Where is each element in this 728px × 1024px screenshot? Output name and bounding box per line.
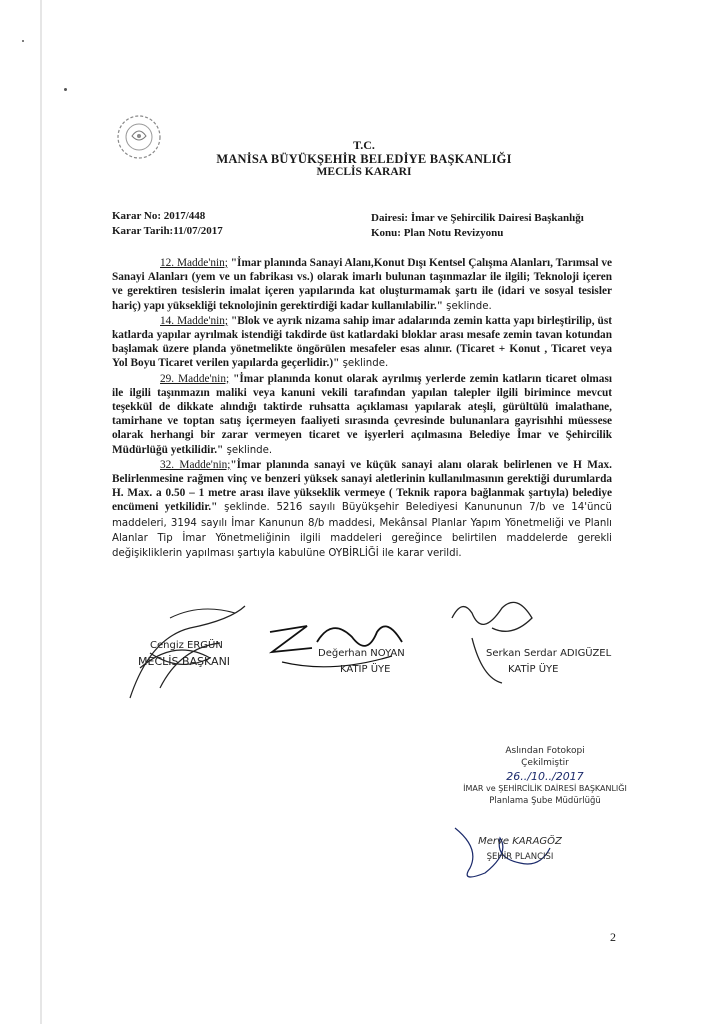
subject: Konu: Plan Notu Revizyonu: [371, 227, 504, 239]
stamp-signatory-name: Merve KARAGÖZ: [478, 836, 562, 847]
article-suffix: şeklinde.: [442, 300, 492, 312]
article-text: "İmar planında konut olarak ayrılmış yerlerde zemin katların ticaret olması ile ilgili taşınmazın maliki veya kanuni vekili tarafından yapılan talepler ilgili birimince mevcut teşekkül de dikkate alındığı taktirde ruhsatta açıklaması yapılarak ateşli, gürültülü imalathane, tamirhane ve toptan satış içermeyen faaliyeti sırasında çevresinde bulunanlara gayrisıhhi müessese olarak herhangi bir zarar vermeyen ticaret ve işyerleri açılmasına Belediye İmar ve Şehircilik Müdürlüğü yetkilidir.": [112, 372, 612, 456]
signatory-name-clerk-2: Serkan Serdar ADIGÜZEL: [486, 648, 612, 659]
signatory-title-clerk-1: KATİP ÜYE: [340, 664, 391, 675]
article-text: "Blok ve ayrık nizama sahip imar adalarında zemin katta yapı birleştirilip, üst katlarda yapılar ayrılmak istendiği takdirde üst katlardaki bloklar arası mesafe zemin tavan kotundan başlamak üzere planda yönetmelikte öngörülen mesafeler esas alınır. (Ticaret + Konut , Ticaret veya Yol Boyu Ticaret verilen yapılarda geçerlidir.)": [112, 314, 612, 370]
stamp-unit: Planlama Şube Müdürlüğü: [489, 796, 601, 806]
scan-speck: [64, 88, 67, 91]
paragraph-article-14: [112, 314, 612, 372]
article-label: 29. Madde'nin;: [160, 372, 230, 385]
article-label: 32. Madde'nin;: [160, 458, 231, 471]
stamp-department: İMAR ve ŞEHİRCİLİK DAİRESİ BAŞKANLIĞI: [463, 784, 627, 793]
signatory-title-clerk-2: KATİP ÜYE: [508, 664, 559, 675]
header-municipality: MANİSA BÜYÜKŞEHİR BELEDİYE BAŞKANLIĞI: [216, 152, 512, 166]
paragraph-article-12: [112, 256, 612, 314]
signature-scribble-chairman: [120, 598, 260, 708]
signatory-title-chairman: MECLİS BAŞKANI: [138, 655, 231, 668]
header-decision: MECLİS KARARI: [316, 166, 412, 178]
signatory-name-chairman: Cengiz ERGÜN: [150, 640, 223, 651]
paragraph-article-29: [112, 372, 612, 458]
article-label: 14. Madde'nin;: [160, 314, 229, 327]
article-text: "İmar planında sanayi ve küçük sanayi alanı olarak belirlenen ve H Max. Belirlenmesine rağmen vinç ve benzeri yüksek sanayi aletlerinin kullanılmasının gerektiği durumlarda H. Max. a 0.50 – 1 metre arası ilave yükseklik vermeye ( Teknik rapora bağlanmak şartıyla) belediye encümeni yetkilidir.": [112, 458, 612, 514]
scan-speck: [22, 40, 24, 42]
decision-date: Karar Tarih:11/07/2017: [112, 225, 223, 237]
article-label: 12. Madde'nin;: [160, 257, 228, 269]
decision-body: [112, 256, 612, 561]
article-text: "İmar planında Sanayi Alanı,Konut Dışı Kentsel Çalışma Alanları, Tarımsal ve Sanayi Alanları (yem ve un fabrikası vs.) olarak imarlı bulunan taşınmazlar ile ilgili; Teknoloji içeren ve gerektiren tesislerin imalat içeren yapılarında kat oluşturmamak şartı ile (idari ve sosyal tesisler hariç) yapı yüksekliği teknolojinin gerektirdiği kadar kullanılabilir.": [112, 257, 612, 312]
page-number: 2: [610, 930, 616, 944]
header-tc: T.C.: [353, 138, 375, 152]
department: Dairesi: İmar ve Şehircilik Dairesi Başkanlığı: [371, 212, 584, 224]
stamp-signatory-title: ŞEHİR PLANCISI: [486, 852, 554, 862]
stamp-copy-line2: Çekilmiştir: [521, 758, 569, 768]
stamp-date: 26../10../2017: [506, 770, 584, 783]
article-suffix: şeklinde. 5216 sayılı Büyükşehir Belediyesi Kanununun 7/b ve 14'üncü maddeleri, 3194 sayılı İmar Kanunun 8/b maddesi, Mekânsal Planlar Yapım Yönetmeliği ve Planlı Alanlar Tip İmar Yönetmeliğinin ilgili maddeleri gereğince belirtilen maddelerde gerekli değişikliklerin yapılması şartıyla kabulüne OYBİRLİĞİ ile karar verildi.: [112, 502, 612, 560]
paragraph-article-32: [112, 458, 612, 561]
article-suffix: şeklinde.: [339, 358, 389, 370]
signatory-name-clerk-1: Değerhan NOYAN: [318, 648, 405, 659]
decision-number: Karar No: 2017/448: [112, 210, 206, 222]
article-suffix: şeklinde.: [223, 444, 273, 456]
stamp-copy-line: Aslından Fotokopi: [505, 746, 585, 756]
